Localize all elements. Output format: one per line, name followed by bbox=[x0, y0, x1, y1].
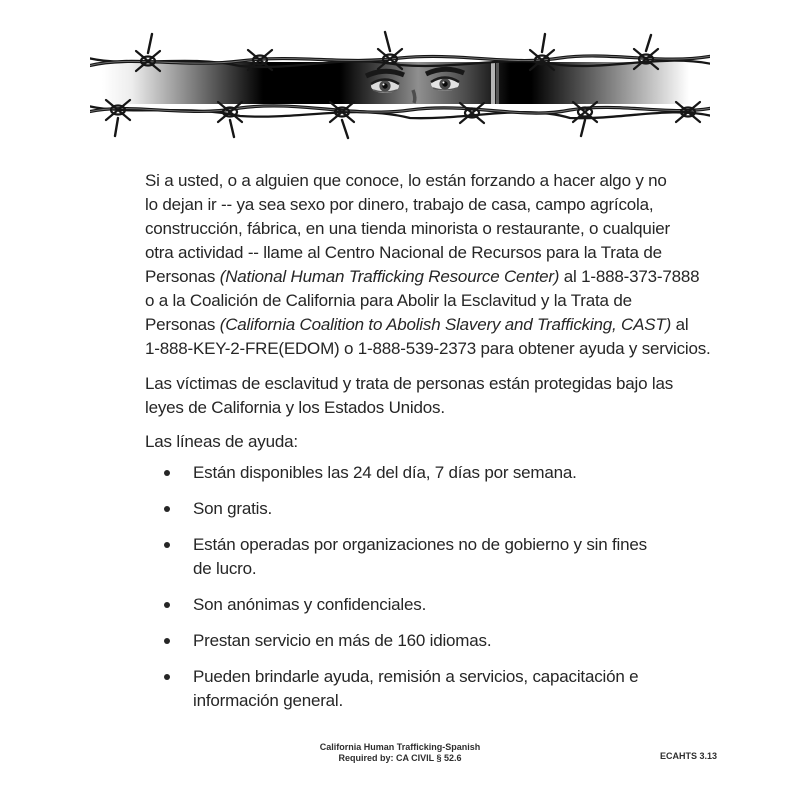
list-item: Están operadas por organizaciones no de gobierno y sin fines de lucro. bbox=[145, 533, 665, 581]
paragraph-line: Personas (National Human Trafficking Resource Center) al 1-888-373-7888 bbox=[145, 267, 700, 286]
paragraph-line: leyes de California y los Estados Unidos. bbox=[145, 398, 445, 417]
helplines-list bbox=[145, 461, 690, 713]
bullet-dot bbox=[164, 506, 170, 512]
intro-paragraph bbox=[145, 169, 711, 361]
bullet-dot bbox=[164, 638, 170, 644]
helplines-heading: Las líneas de ayuda: bbox=[145, 432, 298, 451]
paragraph-line: Personas (California Coalition to Abolish Slavery and Trafficking, CAST) al bbox=[145, 315, 689, 334]
list-item: Son anónimas y confidenciales. bbox=[145, 593, 665, 617]
list-item: Son gratis. bbox=[145, 497, 665, 521]
footer-title: California Human Trafficking-Spanish bbox=[319, 742, 481, 752]
paragraph-line: o a la Coalición de California para Abolir la Esclavitud y la Trata de bbox=[145, 291, 632, 310]
bullet-dot bbox=[164, 602, 170, 608]
barb bbox=[106, 100, 130, 136]
barb bbox=[330, 102, 354, 138]
barb bbox=[460, 103, 484, 123]
paragraph-line: lo dejan ir -- ya sea sexo por dinero, trabajo de casa, campo agrícola, bbox=[145, 195, 654, 214]
english-org-name: (California Coalition to Abolish Slavery and Trafficking, CAST) bbox=[219, 315, 672, 334]
barbed-wire-bottom bbox=[90, 100, 710, 138]
bullet-dot bbox=[164, 674, 170, 680]
english-org-name: (National Human Trafficking Resource Center) bbox=[219, 267, 560, 286]
eyes-graphic bbox=[340, 62, 510, 104]
paragraph-line: otra actividad -- llame al Centro Nacional de Recursos para la Trata de bbox=[145, 243, 662, 262]
footer-requirement: Required by: CA CIVIL § 52.6 bbox=[338, 752, 462, 763]
paragraph-line: Las víctimas de esclavitud y trata de personas están protegidas bajo las bbox=[145, 374, 674, 393]
paragraph-line: construcción, fábrica, en una tienda minorista o restaurante, o cualquier bbox=[145, 219, 670, 238]
bullet-dot bbox=[164, 542, 170, 548]
bullet-dot bbox=[164, 470, 170, 476]
paragraph-line: Si a usted, o a alguien que conoce, lo están forzando a hacer algo y no bbox=[145, 171, 667, 190]
footer-form-code: ECAHTS 3.13 bbox=[659, 751, 717, 761]
protection-paragraph bbox=[145, 372, 690, 420]
list-item: Pueden brindarle ayuda, remisión a servicios, capacitación e información general. bbox=[145, 665, 665, 713]
document-body bbox=[145, 169, 711, 725]
barbed-wire-eyes-banner bbox=[90, 28, 710, 140]
list-item: Están disponibles las 24 del día, 7 días por semana. bbox=[145, 461, 665, 485]
paragraph-line: 1-888-KEY-2-FRE(EDOM) o 1-888-539-2373 para obtener ayuda y servicios. bbox=[145, 339, 711, 358]
list-item: Prestan servicio en más de 160 idiomas. bbox=[145, 629, 665, 653]
